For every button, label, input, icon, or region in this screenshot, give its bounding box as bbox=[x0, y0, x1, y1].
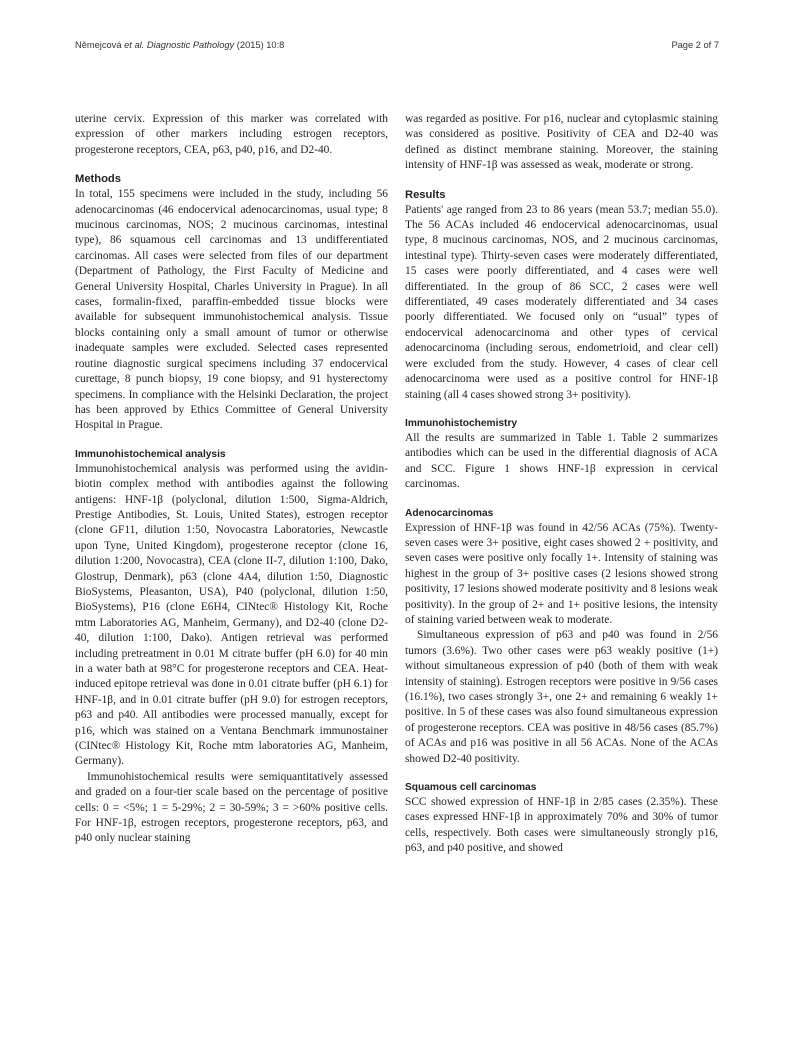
scc-heading: Squamous cell carcinomas bbox=[405, 782, 537, 794]
header-etal: et al. bbox=[124, 40, 145, 50]
right-column bbox=[405, 112, 718, 857]
adenocarcinomas-heading: Adenocarcinomas bbox=[405, 507, 494, 519]
results-paragraph: Patients' age ranged from 23 to 86 years (mean 53.7; median 55.0). The 56 ACAs included 46 endocervical adenocarcinomas, usual type, 8 mucinous carcinomas, NOS, and 2 mucinous carcinomas, intestinal type). Thirty-seven cases were moderately differentiated, 15 cases were poorly differentiated, and 4 cases were well differentiated. In the group of 86 SCC, 2 cases were well differentiated, 49 cases moderately differentiated and 34 cases poorly differentiated. We focused only on “usual” types of endocervical adenocarcinoma and other types of cervical adenocarcinoma (including serous, endometrioid, and clear cell) were excluded from the study. However, 4 cases of clear cell adenocarcinoma were used as a positive control for HNF-1β staining (all 4 cases showed strong 3+ positivity). bbox=[405, 203, 718, 401]
ihc-analysis-heading: Immunohistochemical analysis bbox=[75, 448, 226, 460]
methods-heading: Methods bbox=[75, 173, 121, 186]
page-header bbox=[75, 40, 719, 54]
ihc-paragraph-2: Immunohistochemical results were semiquantitatively assessed and graded on a four-tier scale based on the percentage of positive cells: 0 = <5%; 1 = 5-29%; 2 = 30-59%; 3 = >60% positive cells. For HNF-1β, estrogen receptors, progesterone receptors, p63, and p40 only nuclear staining bbox=[75, 770, 388, 845]
left-column bbox=[75, 112, 388, 847]
scc-paragraph: SCC showed expression of HNF-1β in 2/85 cases (2.35%). These cases expressed HNF-1β in approximately 70% and 30% of tumor cells, respectively. Both cases were simultaneously strongly p16, p63, and p40 positive, and showed bbox=[405, 796, 718, 855]
header-journal: Diagnostic Pathology bbox=[146, 40, 235, 50]
ihc-paragraph-1: Immunohistochemical analysis was performed using the avidin-biotin complex method with antibodies against the following antigens: HNF-1β (polyclonal, dilution 1:500, Sigma-Aldrich, Prestige Antibodies, St. Louis, United States), estrogen receptor (clone GF11, dilution 1:50, Novocastra Laboratories, Newcastle upon Tyne, United Kingdom), progesterone receptor (clone 16, dilution 1:200, Novocastra), CEA (clone II-7, dilution 1:100, Dako, Glostrup, Denmark), p63 (clone 4A4, dilution 1:50, Diagnostic BioSystems, Pleasanton, USA), P40 (polyclonal, dilution 1:50, BioSystems), P16 (clone E6H4, CINtec® Histology Kit, Roche mtm Laboratories AG, Manheim, Germany), and D2-40 (clone D2-40, dilution 1:100, Dako). Antigen retrieval was performed including pretreatment in 0.01 M citrate buffer (pH 6.0) for 40 min in a water bath at 98°C for progesterone receptors and CEA. Heat-induced epitope retrieval was done in 0.01 citrate buffer (pH 6.1) for HNF-1β, and in 0.01 citrate buffer (pH 9.0) for estrogen receptors, p63 and p40. All antibodies were processed manually, except for p16, which was stained on a Ventana Benchmark immunostainer (CINtec® Histology Kit, Roche mtm laboratories AG, Manheim, Germany). bbox=[75, 462, 388, 768]
continued-paragraph: was regarded as positive. For p16, nuclear and cytoplasmic staining was considered as positive. Positivity of CEA and D2-40 was defined as distinct membrane staining. Moreover, the staining intensity of HNF-1β was assessed as weak, moderate or strong. bbox=[405, 113, 718, 172]
running-citation bbox=[75, 40, 284, 50]
results-heading: Results bbox=[405, 188, 446, 201]
intro-paragraph: uterine cervix. Expression of this marker was correlated with expression of other markers including estrogen receptors, progesterone receptors, CEA, p63, p40, p16, and D2-40. bbox=[75, 113, 388, 156]
adenocarcinomas-paragraph-1: Expression of HNF-1β was found in 42/56 ACAs (75%). Twenty-seven cases were 3+ positive, eight cases showed 2 + positivity, and seven cases were positive only focally 1+. Intensity of staining was highest in the group of 3+ positive cases (2 lesions showed strong positivity, 17 lesions showed moderate positivity and 8 lesions weak positivity). In the group of 2+ and 1+ positive lesions, the intensity of staining varied between weak to moderate. bbox=[405, 521, 718, 626]
methods-paragraph: In total, 155 specimens were included in the study, including 56 adenocarcinomas (46 endocervical adenocarcinomas, usual type; 8 mucinous carcinomas, NOS; 2 mucinous carcinomas, intestinal type), 86 squamous cell carcinomas and 13 undifferentiated carcinomas. All cases were selected from files of our department (Department of Pathology, the First Faculty of Medicine and General University Hospital, Charles University in Prague). In all cases, formalin-fixed, paraffin-embedded tissue blocks were available for subsequent immunohistochemical analysis. Tissue blocks containing only a small amount of tumor or otherwise inadequate samples were excluded. Selected cases represented routine diagnostic surgical specimens including 37 endocervical curettage, 8 punch biopsy, 19 cone biopsy, and 91 hysterectomy specimens. In compliance with the Helsinki Declaration, the project has been approved by Ethics Committee of General University Hospital in Prague. bbox=[75, 188, 388, 432]
immunohistochemistry-paragraph: All the results are summarized in Table 1. Table 2 summarizes antibodies which can be used in the differential diagnosis of ACA and SCC. Figure 1 shows HNF-1β expression in cervical carcinomas. bbox=[405, 431, 718, 491]
adenocarcinomas-paragraph-2: Simultaneous expression of p63 and p40 was found in 2/56 tumors (3.6%). Two other cases were p63 weakly positive (1+) without simultaneous expression of p40 (both of them with weak intensity of staining). Estrogen receptors were positive in 9/56 cases (16.1%), two cases strongly 3+, one 2+ and remaining 6 weakly 1+ positive. In 5 of these cases was also found simultaneous expression of progesterone receptors. CEA was positive in 48/56 cases (85.7%) of ACAs and p16 was positive in all 56 ACAs. None of the ACAs showed D2-40 positivity. bbox=[405, 629, 718, 765]
immunohistochemistry-heading: Immunohistochemistry bbox=[405, 417, 518, 429]
header-citation: (2015) 10:8 bbox=[236, 40, 285, 50]
header-authors: Němejcová bbox=[75, 40, 122, 50]
page-number: Page 2 of 7 bbox=[671, 40, 719, 50]
